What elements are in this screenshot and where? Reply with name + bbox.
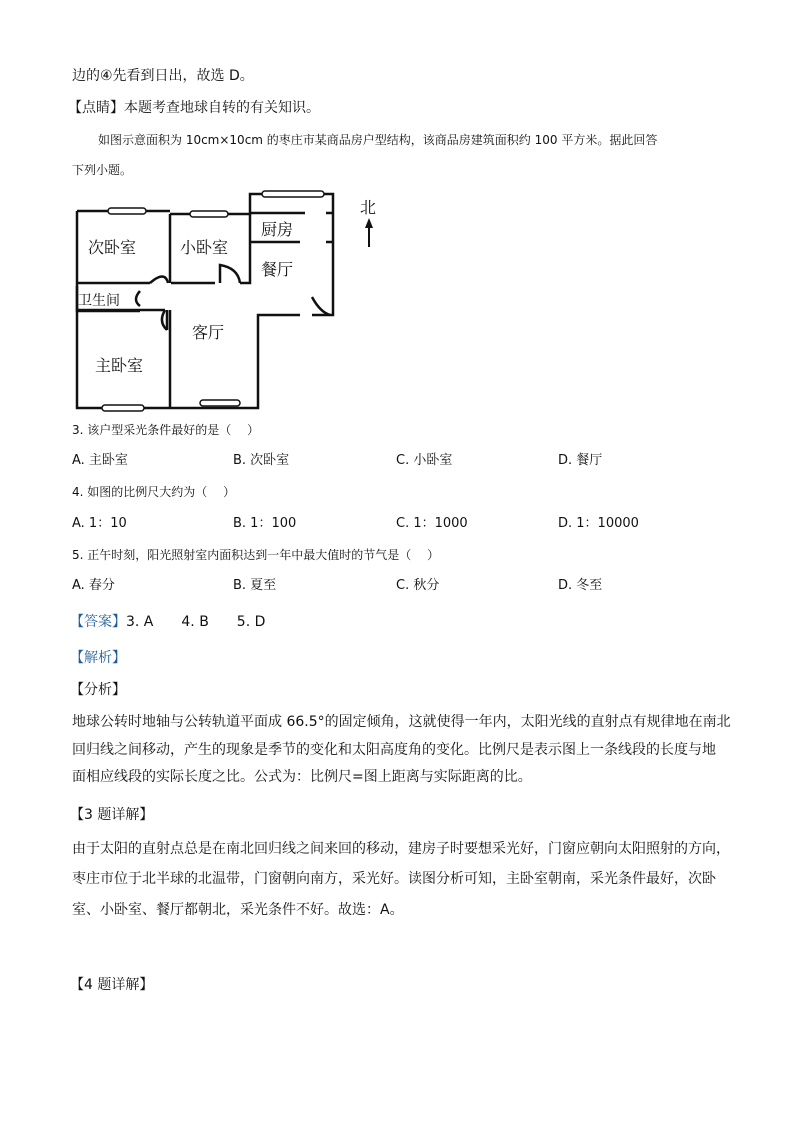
jiexi-heading: 【解析】 (70, 650, 126, 666)
option: B. 夏至 (233, 578, 277, 593)
answer-line (70, 613, 265, 631)
question-stem: 4. 如图的比例尺大约为（ ） (72, 485, 236, 499)
text-line: 由于太阳的直射点总是在南北回归线之间来回的移动，建房子时要想采光好，门窗应朝向太阳照射的方向， (72, 841, 730, 857)
option: B. 1：100 (233, 516, 297, 531)
north-label: 北 (360, 198, 377, 217)
answer-values: 3. A 4. B 5. D (126, 614, 266, 630)
q3-heading: 【3 题详解】 (70, 807, 154, 823)
option: D. 1：10000 (558, 516, 639, 531)
room-label: 卫生间 (78, 293, 120, 309)
room-label: 次卧室 (88, 238, 137, 257)
intro-line: 如图示意面积为 10cm×10cm 的枣庄市某商品房户型结构，该商品房建筑面积约 100 平方米。据此回答 (98, 133, 658, 147)
answer-tag: 【答案】 (70, 614, 126, 630)
room-label: 餐厅 (261, 260, 294, 279)
question-stem: 3. 该户型采光条件最好的是（ ） (72, 423, 260, 437)
option: C. 1：1000 (396, 516, 468, 531)
window (190, 211, 228, 217)
window (102, 405, 144, 411)
room-label: 厨房 (261, 220, 294, 239)
fenxi-heading: 【分析】 (70, 682, 126, 698)
room-label: 小卧室 (180, 238, 229, 257)
dianjing-tag: 【点睛】 (68, 100, 124, 116)
text-line: 室、小卧室、餐厅都朝北，采光条件不好。故选：A。 (72, 902, 404, 918)
option: D. 餐厅 (558, 453, 603, 468)
option: D. 冬至 (558, 578, 603, 593)
q4-heading: 【4 题详解】 (70, 977, 154, 993)
question-stem: 5. 正午时刻，阳光照射室内面积达到一年中最大值时的节气是（ ） (72, 548, 440, 562)
text-line: 地球公转时地轴与公转轨道平面成 66.5°的固定倾角，这就使得一年内，太阳光线的直射点有规律地在南北 (72, 714, 731, 730)
text-line: 回归线之间移动，产生的现象是季节的变化和太阳高度角的变化。比例尺是表示图上一条线段的长度与地 (72, 742, 716, 758)
option: C. 秋分 (396, 578, 440, 593)
intro-line: 下列小题。 (72, 163, 133, 177)
dianjing-text: 本题考查地球自转的有关知识。 (124, 100, 320, 116)
floor-plan-diagram (0, 0, 794, 430)
north-arrow-icon (365, 218, 373, 247)
room-label: 主卧室 (95, 356, 144, 375)
window (200, 400, 240, 406)
text-line: 面相应线段的实际长度之比。公式为：比例尺=图上距离与实际距离的比。 (72, 769, 532, 785)
room-label: 客厅 (192, 323, 225, 342)
option: A. 1：10 (72, 516, 127, 531)
window (262, 191, 324, 197)
option: A. 主卧室 (72, 453, 128, 468)
option: B. 次卧室 (233, 453, 290, 468)
window (108, 208, 146, 214)
text-line: 枣庄市位于北半球的北温带，门窗朝向南方，采光好。读图分析可知，主卧室朝南，采光条件最好，次卧 (72, 871, 716, 887)
option: A. 春分 (72, 578, 115, 593)
option: C. 小卧室 (396, 453, 453, 468)
text-line: 边的④先看到日出，故选 D。 (72, 68, 254, 84)
